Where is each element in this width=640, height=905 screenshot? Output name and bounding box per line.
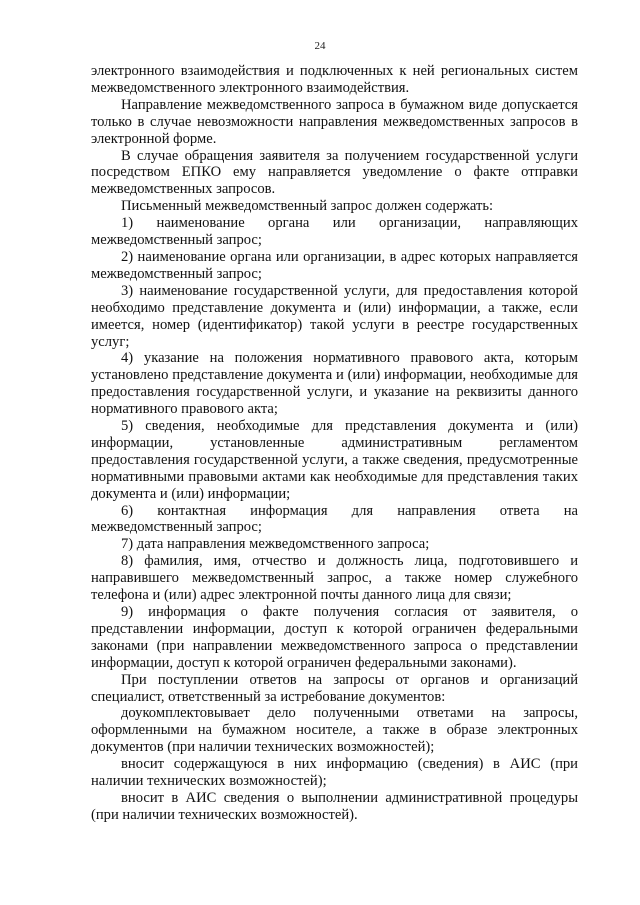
- paragraph-request-contents-intro: Письменный межведомственный запрос должен содержать:: [121, 198, 494, 215]
- page-number: 24: [314, 40, 326, 52]
- paragraph-paper-request: Направление межведомственного запроса в бумажном виде допускается только в случае невозможности направления межведомственных запросов в электронной форме.: [91, 96, 578, 147]
- list-item-8: 8) фамилия, имя, отчество и должность лица, подготовившего и направившего межведомственный запрос, а также номер служебного телефона и (или) адрес электронной почты данного лица для связи;: [91, 553, 578, 604]
- list-item-4: 4) указание на положения нормативного правового акта, которым установлено представление документа и (или) информации, необходимые для предоставления государственной услуги, и указание на реквизиты данного нормативного правового акта;: [91, 350, 578, 418]
- list-item-9: 9) информация о факте получения согласия от заявителя, о представлении информации, доступ к которой ограничен федеральными законами (при направлении межведомственного запроса о представлении информации, доступ к которой ограничен федеральными законами).: [91, 604, 578, 671]
- paragraph-continuation: электронного взаимодействия и подключенных к ней региональных систем межведомственного электронного взаимодействия.: [91, 63, 578, 96]
- list-item-3: 3) наименование государственной услуги, для предоставления которой необходимо представление документа и (или) информации, а также, если имеется, номер (идентификатор) такой услуги в реестре государственных услуг;: [91, 282, 578, 350]
- list-item-1: 1) наименование органа или организации, направляющих межведомственный запрос;: [91, 215, 578, 249]
- paragraph-enter-procedure: вносит в АИС сведения о выполнении административной процедуры (при наличии технических возможностей).: [91, 789, 578, 823]
- paragraph-enter-info: вносит содержащуюся в них информацию (сведения) в АИС (при наличии технических возможностей);: [91, 756, 578, 790]
- list-item-6: 6) контактная информация для направления ответа на межведомственный запрос;: [91, 502, 578, 536]
- paragraph-responses-intro: При поступлении ответов на запросы от органов и организаций специалист, ответственный за истребование документов:: [91, 671, 578, 705]
- list-item-5: 5) сведения, необходимые для представления документа и (или) информации, установленные административным регламентом предоставления государственной услуги, а также сведения, предусмотренные нормативными правовыми актами как необходимые для представления таких документа и (или) информации;: [91, 418, 578, 502]
- list-item-7: 7) дата направления межведомственного запроса;: [121, 536, 430, 553]
- list-item-2: 2) наименование органа или организации, в адрес которых направляется межведомственный запрос;: [91, 248, 578, 282]
- paragraph-epko-notice: В случае обращения заявителя за получением государственной услуги посредством ЕПКО ему направляется уведомление о факте отправки межведомственных запросов.: [91, 147, 578, 198]
- document-body: [91, 63, 578, 824]
- paragraph-complete-file: доукомплектовывает дело полученными ответами на запросы, оформленными на бумажном носителе, а также в образе электронных документов (при наличии технических возможностей);: [91, 705, 578, 756]
